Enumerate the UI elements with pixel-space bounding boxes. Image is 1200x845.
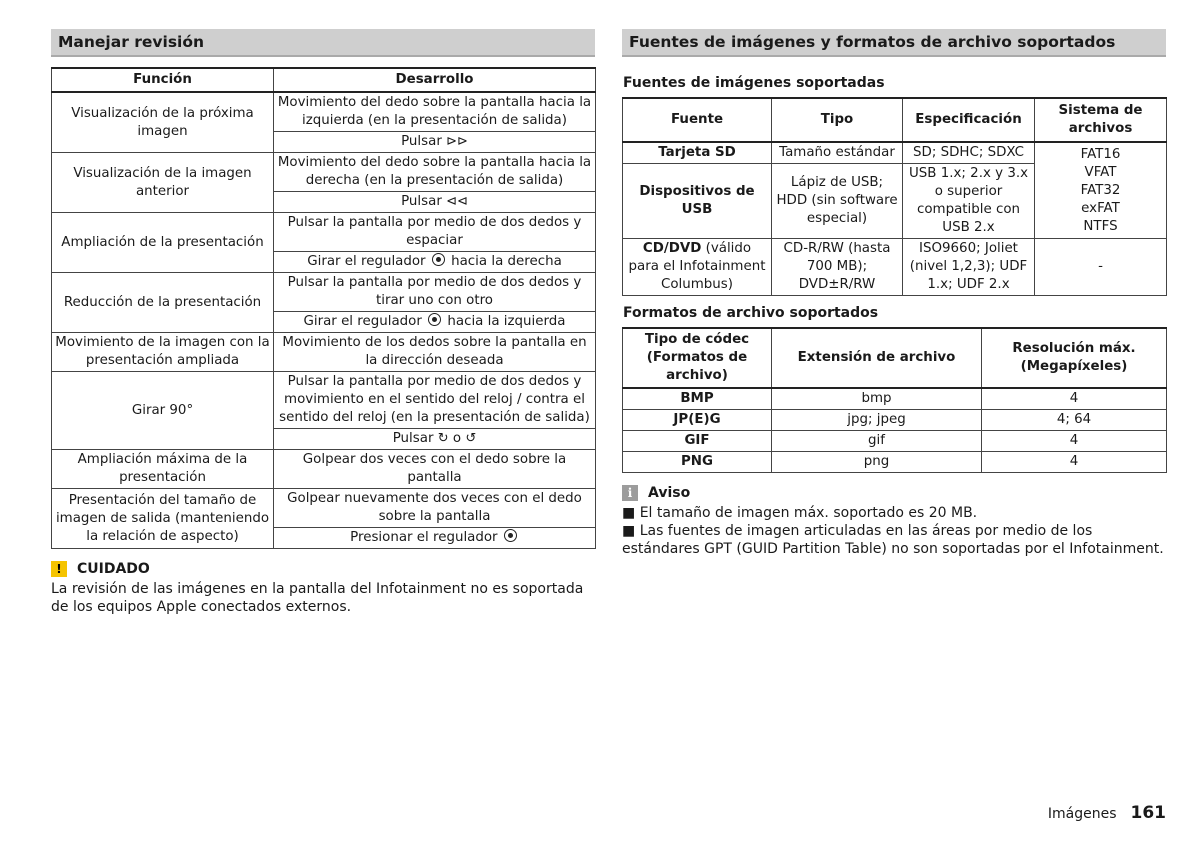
caution-title: CUIDADO (77, 561, 150, 577)
extension-cell: jpg; jpeg (772, 410, 982, 431)
regulator-icon (432, 253, 445, 266)
funcion-cell: Ampliación máxima de la presentación (52, 450, 274, 489)
header-desarrollo: Desarrollo (274, 68, 596, 92)
section-heading-manejar: Manejar revisión (51, 29, 595, 57)
extension-cell: gif (772, 431, 982, 452)
extension-cell: png (772, 452, 982, 473)
caution-heading (51, 561, 595, 577)
fuente-cell: Dispositivos de USB (623, 164, 772, 239)
codec-cell: JP(E)G (623, 410, 772, 431)
header-funcion: Función (52, 68, 274, 92)
desarrollo-cell: Golpear dos veces con el dedo sobre la pantalla (274, 450, 596, 489)
header-codec: Tipo de códec (Formatos de archivo) (623, 328, 772, 388)
left-column (51, 29, 595, 616)
filesystems-cell (1035, 142, 1167, 239)
sources-subtitle: Fuentes de imágenes soportadas (623, 75, 885, 91)
filesystem-item: exFAT (1081, 200, 1120, 216)
info-icon: i (622, 485, 638, 501)
filesystem-item: NTFS (1083, 218, 1118, 234)
note-item: ■ El tamaño de imagen máx. soportado es 20 MB. (622, 505, 978, 521)
desarrollo-cell: Pulsar la pantalla por medio de dos dedos y tirar uno con otro (274, 273, 596, 312)
note-title: Aviso (648, 485, 691, 501)
note-item: ■ Las fuentes de imagen articuladas en las áreas por medio de los estándares GPT (GUID Partition Table) no son soportadas por el Infotainment. (622, 523, 1164, 557)
sources-table (622, 97, 1167, 296)
extension-cell: bmp (772, 388, 982, 410)
desarrollo-text: Girar el regulador (303, 314, 422, 329)
filesystem-item: FAT32 (1080, 182, 1121, 198)
desarrollo-text: Girar el regulador (307, 254, 426, 269)
fuente-cell: Tarjeta SD (623, 142, 772, 164)
desarrollo-cell: Pulsar la pantalla por medio de dos dedos y movimiento en el sentido del reloj / contra el sentido del reloj (en la presentación de salida) (274, 372, 596, 429)
tipo-cell: Tamaño estándar (772, 142, 903, 164)
funcion-cell: Presentación del tamaño de imagen de salida (manteniendo la relación de aspecto) (52, 489, 274, 549)
formats-table (622, 327, 1167, 473)
desarrollo-cell (274, 312, 596, 333)
funcion-cell: Visualización de la próxima imagen (52, 92, 274, 153)
desarrollo-text: hacia la izquierda (447, 314, 566, 329)
resolution-cell: 4 (982, 452, 1167, 473)
spec-cell: ISO9660; Joliet (nivel 1,2,3); UDF 1.x; UDF 2.x (903, 239, 1035, 296)
resolution-cell: 4 (982, 431, 1167, 452)
filesystem-item: FAT16 (1080, 146, 1121, 162)
tipo-cell: CD-R/RW (hasta 700 MB); DVD±R/RW (772, 239, 903, 296)
page-footer (1048, 803, 1166, 823)
tipo-cell: Lápiz de USB; HDD (sin software especial) (772, 164, 903, 239)
note-heading (622, 485, 1166, 501)
funcion-cell: Movimiento de la imagen con la presentación ampliada (52, 333, 274, 372)
page-number: 161 (1130, 803, 1166, 823)
resolution-cell: 4; 64 (982, 410, 1167, 431)
desarrollo-text: o (452, 431, 462, 446)
note-item-text: Las fuentes de imagen articuladas en las áreas por medio de los estándares GPT (GUID Partition Table) no son soportadas por el Infotainment. (622, 523, 1164, 557)
spec-cell: USB 1.x; 2.x y 3.x o superior compatible con USB 2.x (903, 164, 1035, 239)
caution-text: La revisión de las imágenes en la pantalla del Infotainment no es soportada de los equipos Apple conectados externos. (51, 581, 584, 615)
regulator-icon (504, 529, 517, 542)
spec-cell: SD; SDHC; SDXC (903, 142, 1035, 164)
previous-arrows-icon: ⊲⊲ (446, 194, 468, 209)
warning-icon: ! (51, 561, 67, 577)
funcion-cell: Reducción de la presentación (52, 273, 274, 333)
header-especificacion: Especificación (903, 98, 1035, 142)
desarrollo-text: Pulsar (392, 431, 434, 446)
filesystem-cell: - (1035, 239, 1167, 296)
desarrollo-cell: Movimiento del dedo sobre la pantalla hacia la izquierda (en la presentación de salida) (274, 92, 596, 132)
desarrollo-text: Pulsar (401, 194, 442, 209)
header-extension: Extensión de archivo (772, 328, 982, 388)
rotate-clockwise-icon: ↻ (437, 431, 449, 446)
desarrollo-cell: Movimiento del dedo sobre la pantalla hacia la derecha (en la presentación de salida) (274, 153, 596, 192)
desarrollo-cell (274, 528, 596, 549)
codec-cell: GIF (623, 431, 772, 452)
codec-cell: PNG (623, 452, 772, 473)
header-tipo: Tipo (772, 98, 903, 142)
desarrollo-cell (274, 192, 596, 213)
resolution-cell: 4 (982, 388, 1167, 410)
header-resolucion: Resolución máx. (Megapíxeles) (982, 328, 1167, 388)
desarrollo-cell: Golpear nuevamente dos veces con el dedo sobre la pantalla (274, 489, 596, 528)
rotate-counterclockwise-icon: ↺ (465, 431, 477, 446)
next-arrows-icon: ⊳⊳ (446, 134, 468, 149)
section-heading-fuentes: Fuentes de imágenes y formatos de archivo soportados (622, 29, 1166, 57)
fuente-cell (623, 239, 772, 296)
footer-section: Imágenes (1047, 806, 1117, 822)
right-column (622, 29, 1166, 558)
desarrollo-text: Presionar el regulador (350, 530, 498, 545)
header-sistema-archivos: Sistema de archivos (1035, 98, 1167, 142)
fuente-rest: (válido para el Infotainment Columbus) (628, 241, 766, 292)
desarrollo-cell (274, 252, 596, 273)
regulator-icon (428, 313, 441, 326)
functions-table (51, 67, 596, 549)
note-item-text: El tamaño de imagen máx. soportado es 20 MB. (639, 505, 978, 521)
desarrollo-cell: Movimiento de los dedos sobre la pantalla en la dirección deseada (274, 333, 596, 372)
desarrollo-text: hacia la derecha (451, 254, 562, 269)
funcion-cell: Ampliación de la presentación (52, 213, 274, 273)
funcion-cell: Girar 90° (52, 372, 274, 450)
desarrollo-cell (274, 132, 596, 153)
filesystem-item: VFAT (1084, 164, 1117, 180)
desarrollo-text: Pulsar (401, 134, 442, 149)
fuente-bold: CD/DVD (642, 241, 702, 256)
funcion-cell: Visualización de la imagen anterior (52, 153, 274, 213)
desarrollo-cell: Pulsar la pantalla por medio de dos dedos y espaciar (274, 213, 596, 252)
formats-subtitle: Formatos de archivo soportados (623, 305, 879, 321)
desarrollo-cell (274, 429, 596, 450)
note-body (622, 504, 1166, 558)
codec-cell: BMP (623, 388, 772, 410)
header-fuente: Fuente (623, 98, 772, 142)
